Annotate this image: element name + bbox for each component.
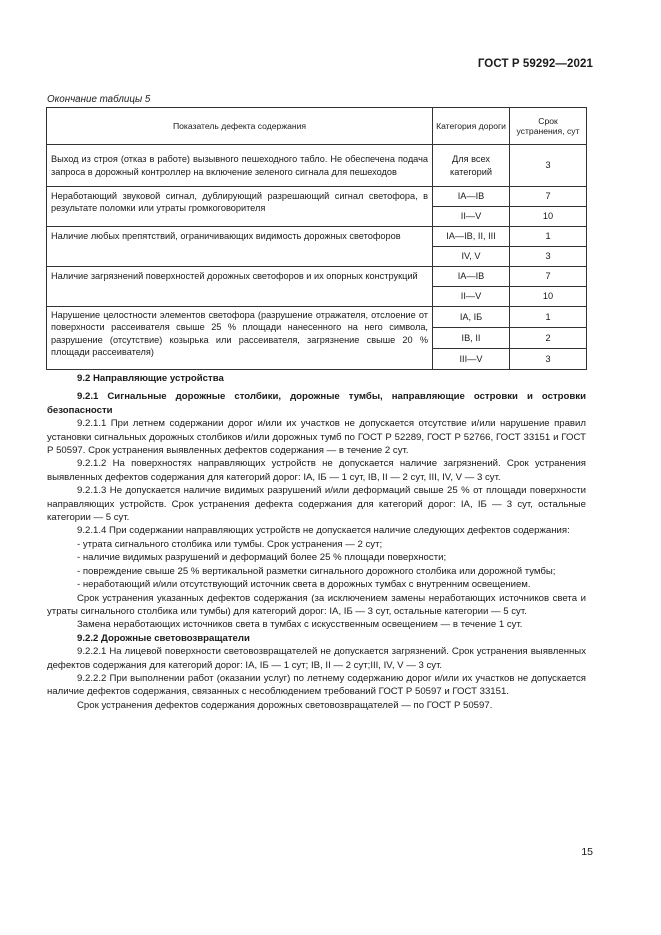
paragraph: 9.2.1.2 На поверхностях направляющих устройств не допускается наличие загрязнений. Срок устранения выявленных дефектов содержания для категорий дорог: IA, IБ — 1 сут, IB, II — 2 сут, III, IV, V — 3 сут. <box>47 458 586 483</box>
list-item: - наличие видимых разрушений и деформаций более 25 % площади поверхности; <box>77 552 447 564</box>
page-number: 15 <box>581 846 593 858</box>
column-header-term: Срок устранения, сут <box>510 108 587 145</box>
column-header-category: Категория дороги <box>433 108 510 145</box>
term-cell: 3 <box>510 247 587 267</box>
category-cell: IA—IB, II, III <box>433 227 510 247</box>
paragraph: Срок устранения дефектов содержания дорожных световозвращателей — по ГОСТ Р 50597. <box>77 699 493 711</box>
paragraph: 9.2.2.2 При выполнении работ (оказании услуг) по летнему содержанию дорог и/или их участков не допускается наличие дефектов содержания, связанных с несоблюдением требований ГОСТ Р 50597 и ГОСТ 33151. <box>47 672 586 698</box>
indicator-cell: Нарушение целостности элементов светофора (разрушение отражателя, отслоение от поверхности рассеивателя свыше 25 % площади нанесенного на него символа, разрушение (отсутствие) козырька или рассеивателя, загрязнение свыше 20 % площади рассеивателя) <box>47 307 433 370</box>
paragraph: 9.2.1.1 При летнем содержании дорог и/или их участков не допускается отсутствие и/или нарушение правил установки сигнальных дорожных столбиков и/или дорожных тумб по ГОСТ Р 52289, ГОСТ Р 52766, ГОСТ 33151 и ГОСТ Р 50597. Срок устранения выявленных дефектов содержания — в течение 2 сут. <box>47 418 586 457</box>
category-cell: II—V <box>433 287 510 307</box>
category-cell: IA—IB <box>433 187 510 207</box>
term-cell: 3 <box>510 349 587 370</box>
paragraph: 9.2.1.3 Не допускается наличие видимых разрушений и/или деформаций свыше 25 % от площади поверхности направляющих устройств. Срок устранения дефекта содержания для категорий дорог: IA, IБ — 3 сут, остальные категории — 5 сут. <box>47 485 586 524</box>
category-cell: Для всех категорий <box>433 145 510 187</box>
term-cell: 10 <box>510 207 587 227</box>
column-header-indicator: Показатель дефекта содержания <box>47 108 433 145</box>
term-cell: 10 <box>510 287 587 307</box>
paragraph: Срок устранения указанных дефектов содержания (за исключением замены неработающих источников света и утраты сигнального столбика или тумбы) для категорий дорог: IA, IБ — 3 сут, остальные категории — 5 сут. <box>47 592 586 617</box>
subsection-heading: 9.2.1 Сигнальные дорожные столбики, дорожные тумбы, направляющие островки и островки безопасности <box>47 391 586 416</box>
table-row <box>47 267 587 287</box>
list-item: - неработающий и/или отсутствующий источник света в дорожных тумбах с внутренним освещением. <box>77 579 531 591</box>
table-row <box>47 145 587 187</box>
term-cell: 2 <box>510 328 587 349</box>
category-cell: IB, II <box>433 328 510 349</box>
table-row <box>47 227 587 247</box>
term-cell: 7 <box>510 187 587 207</box>
list-item: - повреждение свыше 25 % вертикальной разметки сигнального дорожного столбика или дорожной тумбы; <box>77 565 556 577</box>
term-cell: 1 <box>510 307 587 328</box>
category-cell: IA—IB <box>433 267 510 287</box>
table-caption: Окончание таблицы 5 <box>47 94 151 105</box>
indicator-cell: Наличие загрязнений поверхностей дорожных светофоров и их опорных конструкций <box>47 267 433 307</box>
paragraph: 9.2.1.4 При содержании направляющих устройств не допускается наличие следующих дефектов содержания: <box>77 525 570 537</box>
section-heading: 9.2 Направляющие устройства <box>77 373 224 384</box>
category-cell: IV, V <box>433 247 510 267</box>
category-cell: II—V <box>433 207 510 227</box>
standard-code: ГОСТ Р 59292—2021 <box>477 58 593 70</box>
term-cell: 7 <box>510 267 587 287</box>
subsection-heading: 9.2.2 Дорожные световозвращатели <box>77 632 250 644</box>
term-cell: 1 <box>510 227 587 247</box>
term-cell: 3 <box>510 145 587 187</box>
paragraph: 9.2.2.1 На лицевой поверхности световозвращателей не допускается загрязнений. Срок устранения выявленных дефектов содержания для категорий дорог: IA, IБ — 1 сут; IB, II — 2 сут;III, IV, V — 3 сут. <box>47 646 586 671</box>
category-cell: IA, IБ <box>433 307 510 328</box>
indicator-cell: Наличие любых препятствий, ограничивающих видимость дорожных светофоров <box>47 227 433 267</box>
document-body <box>47 372 586 712</box>
list-item: - утрата сигнального столбика или тумбы. Срок устранения — 2 сут; <box>77 538 383 550</box>
indicator-cell: Неработающий звуковой сигнал, дублирующий разрешающий сигнал светофора, в результате поломки или утраты громкоговорителя <box>47 187 433 227</box>
category-cell: III—V <box>433 349 510 370</box>
table-row <box>47 307 587 328</box>
defects-table <box>46 107 587 370</box>
paragraph: Замена неработающих источников света в тумбах с искусственным освещением — в течение 1 сут. <box>77 619 523 631</box>
table-header-row <box>47 108 587 145</box>
indicator-cell: Выход из строя (отказ в работе) вызывного пешеходного табло. Не обеспечена подача запроса в дорожный контроллер на включение зеленого сигнала для пешеходов <box>47 145 433 187</box>
table-row <box>47 187 587 207</box>
